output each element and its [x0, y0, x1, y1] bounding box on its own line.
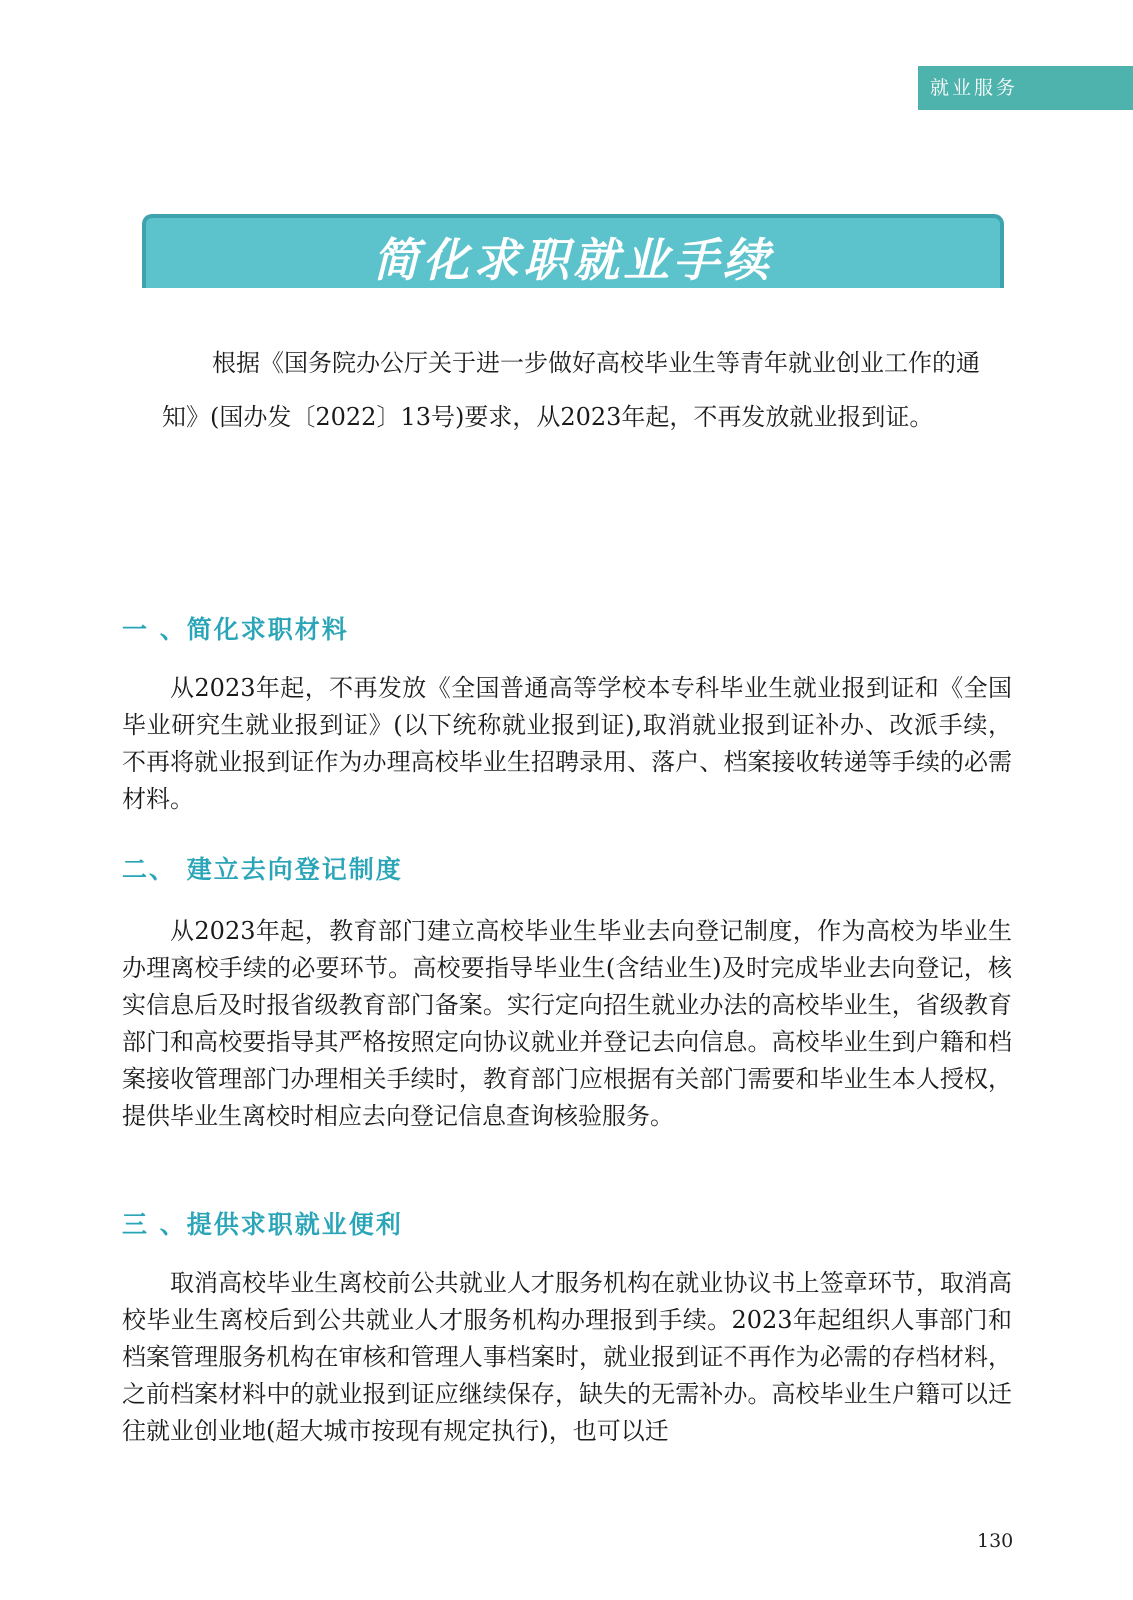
page-title: 简化求职就业手续 — [373, 233, 773, 287]
section-heading-1: 一 、简化求职材料 — [122, 615, 349, 644]
title-banner — [142, 214, 1004, 288]
section-body-3: 取消高校毕业生离校前公共就业人才服务机构在就业协议书上签章环节，取消高校毕业生离校后到公共就业人才服务机构办理报到手续。2023年起组织人事部门和档案管理服务机构在审核和管理人事档案时，就业报到证不再作为必需的存档材料，之前档案材料中的就业报到证应继续保存，缺失的无需补办。高校毕业生户籍可以迁往就业创业地(超大城市按现有规定执行)，也可以迁 — [122, 1269, 1012, 1445]
section-tab: 就业服务 — [918, 66, 1133, 110]
section-body-2: 从2023年起，教育部门建立高校毕业生毕业去向登记制度，作为高校为毕业生办理离校手续的必要环节。高校要指导毕业生(含结业生)及时完成毕业去向登记，核实信息后及时报省级教育部门备案。实行定向招生就业办法的高校毕业生，省级教育部门和高校要指导其严格按照定向协议就业并登记去向信息。高校毕业生到户籍和档案接收管理部门办理相关手续时，教育部门应根据有关部门需要和毕业生本人授权，提供毕业生离校时相应去向登记信息查询核验服务。 — [122, 917, 1012, 1130]
section-heading-2: 二、 建立去向登记制度 — [122, 855, 403, 884]
section-body-1: 从2023年起，不再发放《全国普通高等学校本专科毕业生就业报到证和《全国毕业研究生就业报到证》(以下统称就业报到证),取消就业报到证补办、改派手续，不再将就业报到证作为办理高校毕业生招聘录用、落户、档案接收转递等手续的必需材料。 — [122, 674, 1012, 813]
intro-paragraph: 根据《国务院办公厅关于进一步做好高校毕业生等青年就业创业工作的通知》(国办发〔2022〕13号)要求，从2023年起，不再发放就业报到证。 — [162, 349, 980, 431]
section-heading-3: 三 、提供求职就业便利 — [122, 1210, 403, 1239]
page-number: 130 — [977, 1530, 1014, 1552]
